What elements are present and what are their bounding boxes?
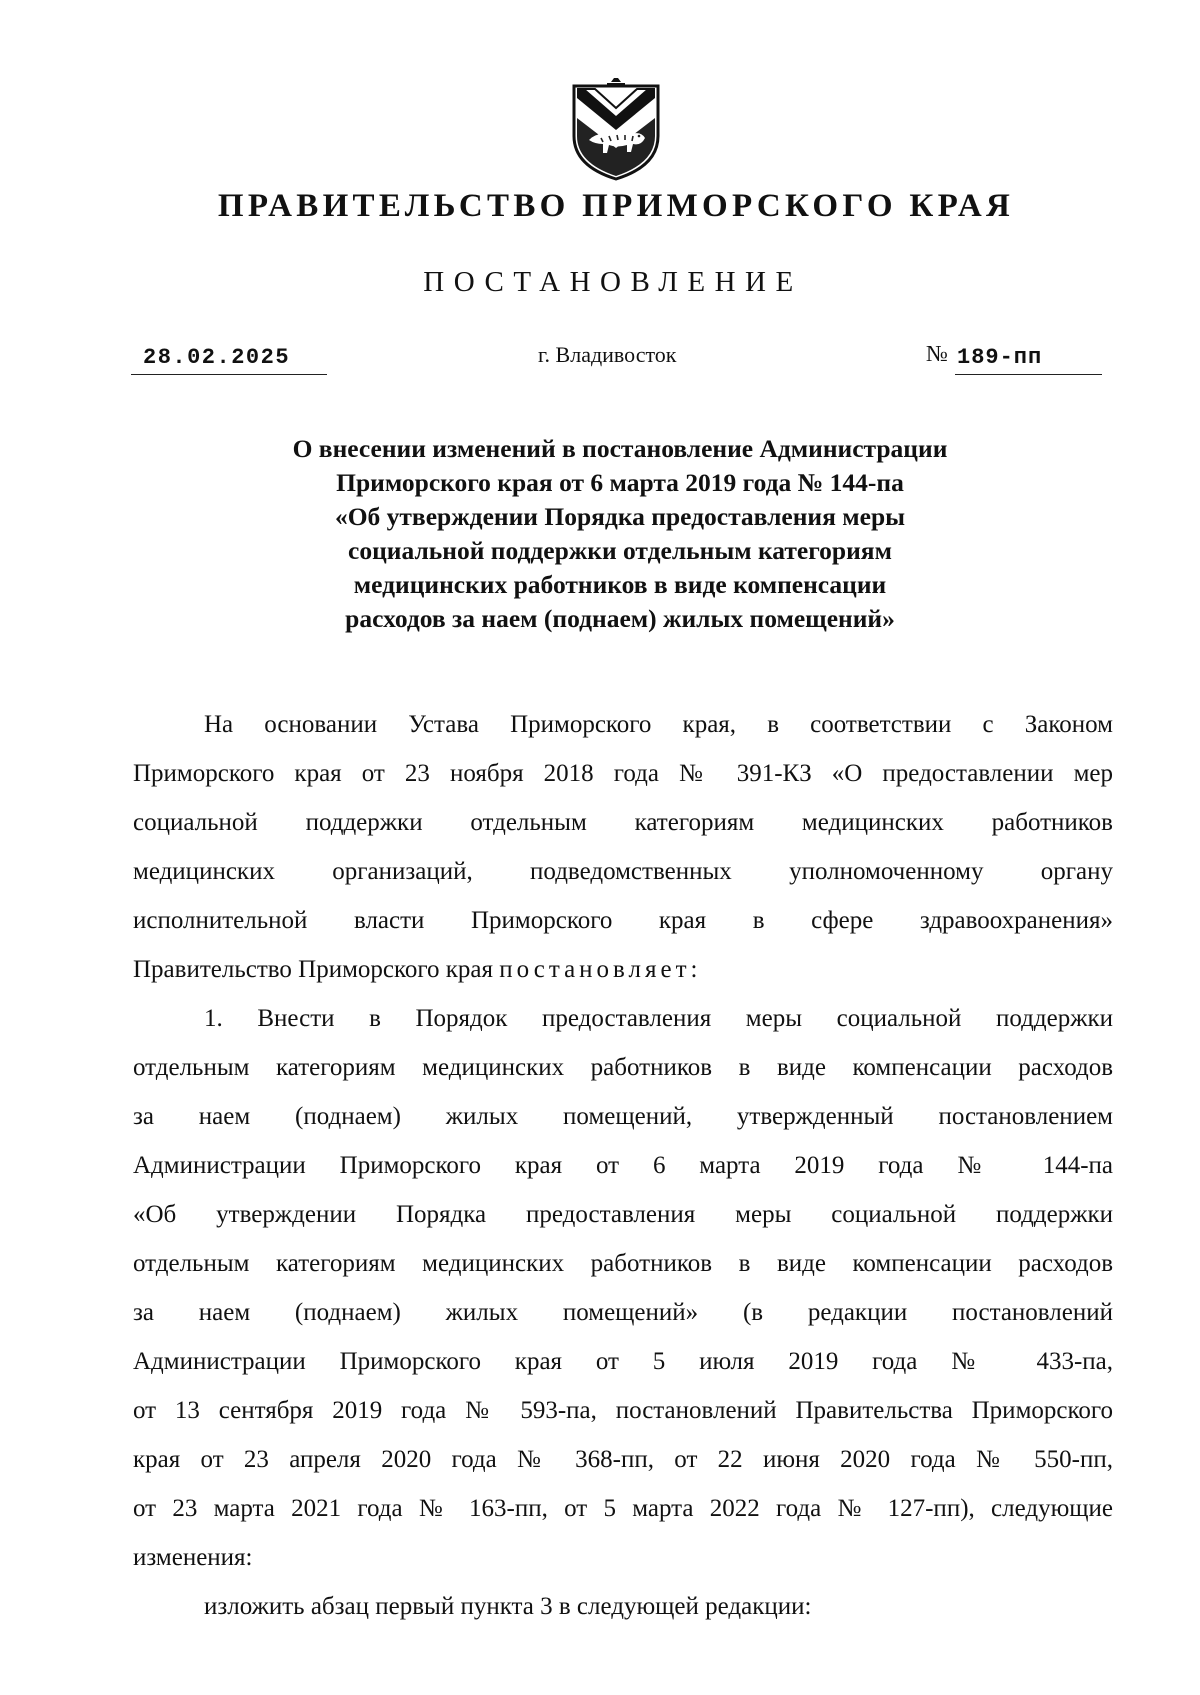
government-title: ПРАВИТЕЛЬСТВО ПРИМОРСКОГО КРАЯ (217, 188, 1015, 224)
body-line: отдельным категориям медицинских работников в виде компенсации расходов (133, 1054, 1113, 1081)
body-line: На основании Устава Приморского края, в соответствии с Законом (204, 711, 1113, 738)
body-line-text: Правительство Приморского края (133, 956, 500, 983)
heading-line: расходов за наем (поднаем) жилых помещений» (345, 604, 895, 633)
coat-of-arms-icon (571, 78, 661, 181)
body-line: от 23 марта 2021 года № 163-пп, от 5 марта 2022 года № 127-пп), следующие (133, 1495, 1113, 1522)
body-line: 1. Внести в Порядок предоставления меры социальной поддержки (204, 1005, 1113, 1032)
body-line: за наем (поднаем) жилых помещений, утвержденный постановлением (133, 1103, 1113, 1130)
document-number-label: № (926, 341, 948, 366)
document-body (133, 700, 1113, 1631)
document-type: ПОСТАНОВЛЕНИЕ (423, 266, 803, 298)
heading-line: медицинских работников в виде компенсации (353, 570, 887, 599)
heading-line: Приморского края от 6 марта 2019 года № 144-па (336, 468, 904, 497)
body-line: края от 23 апреля 2020 года № 368-пп, от 22 июня 2020 года № 550-пп, (133, 1446, 1113, 1473)
body-line: Приморского края от 23 ноября 2018 года № 391-КЗ «О предоставлении мер (133, 760, 1113, 787)
body-line: изменения: (133, 1544, 253, 1571)
body-line: от 13 сентября 2019 года № 593-па, постановлений Правительства Приморского (133, 1397, 1113, 1424)
body-line: за наем (поднаем) жилых помещений» (в редакции постановлений (133, 1299, 1113, 1326)
body-line (133, 945, 1113, 994)
body-line: медицинских организаций, подведомственных уполномоченному органу (133, 858, 1113, 885)
body-line: Администрации Приморского края от 5 июля 2019 года № 433-па, (133, 1348, 1113, 1375)
document-city: г. Владивосток (538, 342, 677, 367)
heading-line: социальной поддержки отдельным категориям (348, 536, 892, 565)
body-line: отдельным категориям медицинских работников в виде компенсации расходов (133, 1250, 1113, 1277)
heading-line: О внесении изменений в постановление Администрации (292, 434, 948, 463)
body-line: Администрации Приморского края от 6 марта 2019 года № 144-па (133, 1152, 1113, 1179)
body-line: исполнительной власти Приморского края в сфере здравоохранения» (133, 907, 1113, 934)
body-line: изложить абзац первый пункта 3 в следующей редакции: (204, 1593, 812, 1620)
body-line: «Об утверждении Порядка предоставления меры социальной поддержки (133, 1201, 1113, 1228)
document-number: 189-пп (955, 345, 1102, 375)
resolution-word: постановляет: (499, 956, 702, 983)
document-heading (180, 432, 1060, 636)
document-date: 28.02.2025 (131, 345, 327, 375)
body-line: социальной поддержки отдельным категориям медицинских работников (133, 809, 1113, 836)
heading-line: «Об утверждении Порядка предоставления меры (334, 502, 906, 531)
